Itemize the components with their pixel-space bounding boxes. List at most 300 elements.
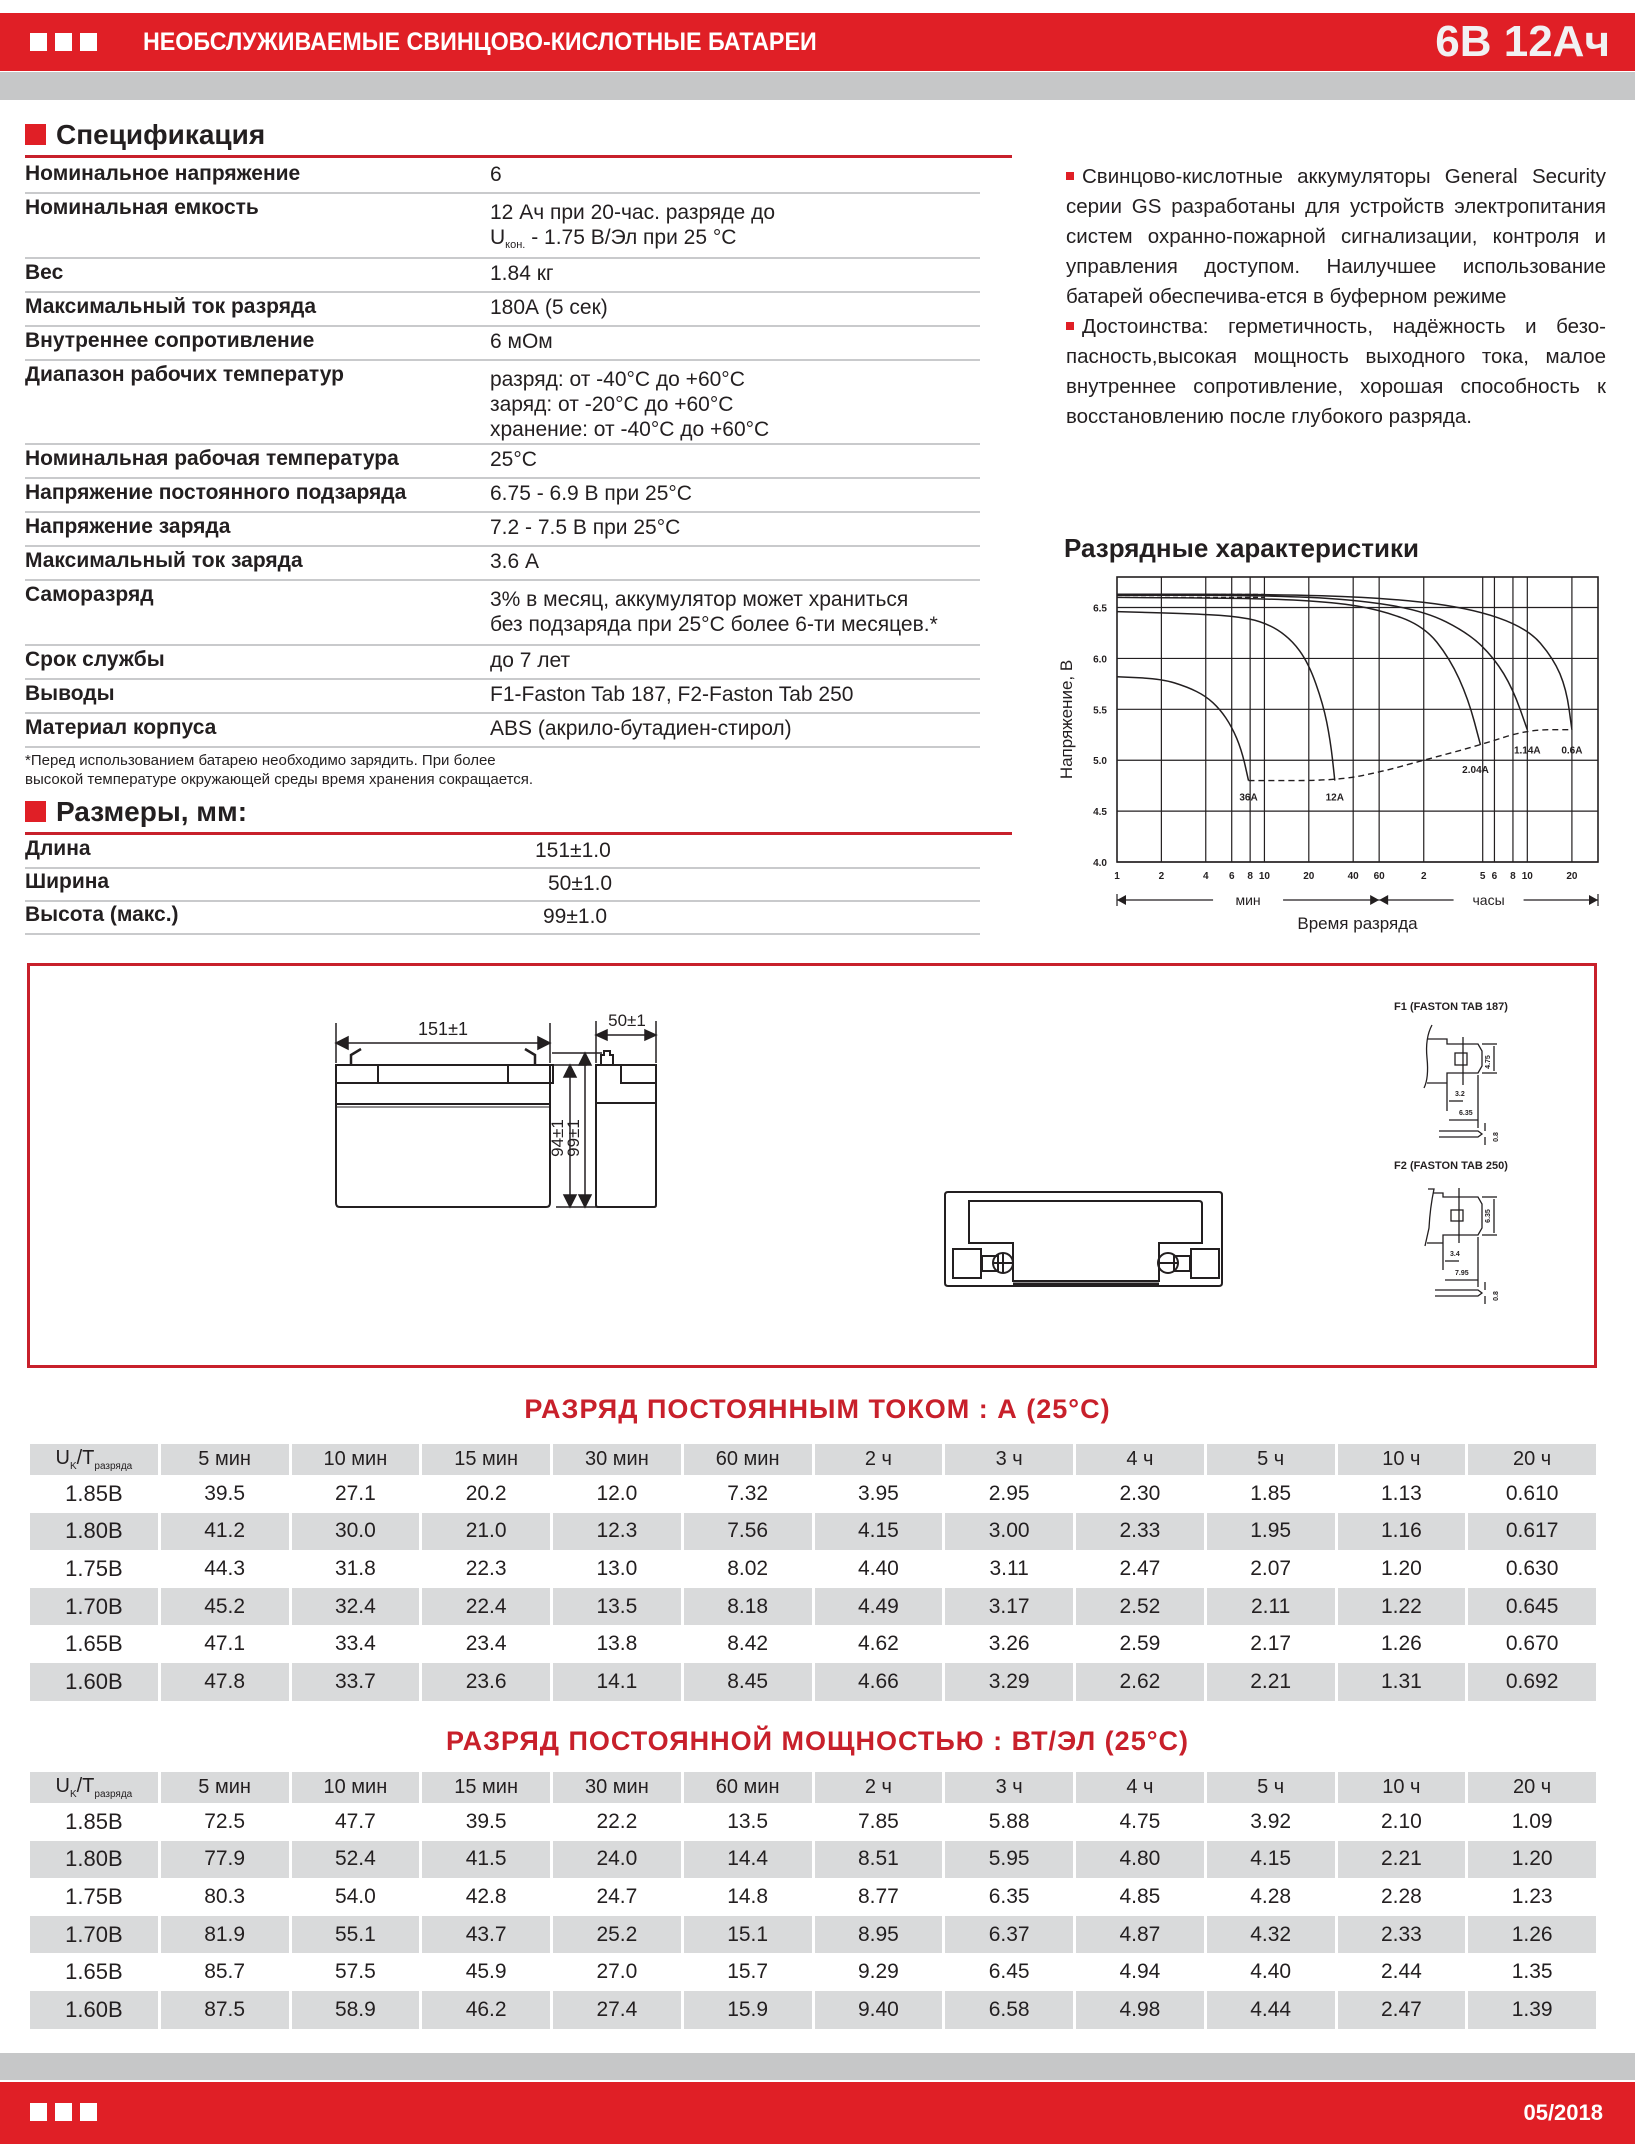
column-header: 15 мин xyxy=(422,1444,550,1475)
value-cell: 24.0 xyxy=(553,1841,681,1879)
value-cell: 4.66 xyxy=(815,1663,943,1701)
value-cell: 4.28 xyxy=(1250,1884,1292,1908)
f1-terminal-title: F1 (FASTON TAB 187) xyxy=(1394,1001,1508,1013)
spec-value xyxy=(490,200,775,258)
spec-value-line: $U_{кон.} - 1.75$ В/Эл при 25 °C xyxy=(490,226,737,251)
value-cell: 23.4 xyxy=(465,1632,507,1656)
footnote-line: *Перед использованием батарею необходимо зарядить. При более xyxy=(25,752,496,769)
value-cell: 3.17 xyxy=(945,1588,1073,1626)
value-cell: 27.4 xyxy=(553,1991,681,2029)
value-cell: 22.4 xyxy=(422,1588,550,1626)
value-cell: 43.7 xyxy=(422,1916,550,1954)
voltage-cell: 1.60В xyxy=(30,1663,158,1701)
description-paragraph: Свинцово-кислотные аккумуляторы General Security серии GS разработаны для устройств электропитания систем охранно-пожарной сигнализации, контроля и управления доступом. Наилучшее использование батарей обеспечива-ется в буферном режиме xyxy=(1066,165,1606,308)
value-cell: 27.0 xyxy=(596,1960,638,1984)
header-square-icon xyxy=(30,33,47,51)
value-cell: 4.40 xyxy=(857,1556,899,1580)
value-cell: 4.62 xyxy=(857,1632,899,1656)
value-cell: 4.15 xyxy=(815,1513,943,1551)
spec-value xyxy=(490,367,769,442)
x-tick-label: 20 xyxy=(1566,871,1578,882)
table-row xyxy=(30,1803,1596,1841)
spec-label: Напряжение заряда xyxy=(25,515,231,538)
x-tick-label: 20 xyxy=(1303,871,1315,882)
header-square-icon xyxy=(80,33,97,51)
spec-label: Напряжение постоянного подзаряда xyxy=(25,481,407,504)
value-cell: 22.2 xyxy=(596,1809,638,1833)
axis-section-label: мин xyxy=(1235,892,1261,908)
value-cell: 13.8 xyxy=(596,1632,638,1656)
spec-row xyxy=(25,646,980,680)
footer-square-icon xyxy=(55,2103,72,2121)
dimensions-heading xyxy=(25,796,247,828)
document-date: 05/2018 xyxy=(1523,2100,1603,2125)
side-view xyxy=(596,1051,656,1207)
f2-terminal-title: F2 (FASTON TAB 250) xyxy=(1394,1160,1508,1172)
spec-row xyxy=(25,479,980,513)
column-header: 3 ч xyxy=(945,1444,1073,1475)
spec-value xyxy=(490,481,692,506)
value-cell: 8.45 xyxy=(684,1663,812,1701)
value-cell: 80.3 xyxy=(204,1884,246,1908)
table-row xyxy=(30,1550,1596,1588)
power-table-title: РАЗРЯД ПОСТОЯННОЙ МОЩНОСТЬЮ : ВТ/ЭЛ (25°C) xyxy=(445,1726,1189,1756)
x-tick-label: 6 xyxy=(1491,871,1498,882)
spec-row xyxy=(25,259,980,293)
f2-dim-label: 0.8 xyxy=(1493,1291,1500,1301)
value-cell: 21.0 xyxy=(422,1513,550,1551)
voltage-cell: 1.70В xyxy=(30,1588,158,1626)
column-header: 4 ч xyxy=(1076,1444,1204,1475)
spec-value xyxy=(490,648,570,673)
arrow-right-icon xyxy=(1589,895,1598,905)
series-label: 0.6A xyxy=(1561,745,1583,757)
constant-current-table xyxy=(27,1444,1599,1701)
spec-value xyxy=(490,587,938,637)
dimension-label: Высота (макс.) xyxy=(25,903,179,926)
x-tick-label: 8 xyxy=(1247,871,1253,882)
footer-square-icon xyxy=(80,2103,97,2121)
spec-value xyxy=(490,295,608,320)
value-cell: 13.5 xyxy=(553,1588,681,1626)
value-cell: 45.2 xyxy=(161,1588,289,1626)
value-cell: 1.85 xyxy=(1250,1481,1292,1505)
value-cell: 81.9 xyxy=(161,1916,289,1954)
y-tick-label: 6.0 xyxy=(1093,654,1107,666)
f1-dim-label: 4.75 xyxy=(1485,1055,1492,1069)
value-cell: 4.15 xyxy=(1207,1841,1335,1879)
series-line-12A xyxy=(1117,612,1335,781)
dimension-value: 50±1.0 xyxy=(548,872,613,895)
spec-label: Внутреннее сопротивление xyxy=(25,329,315,352)
value-cell: 77.9 xyxy=(161,1841,289,1879)
value-cell: 9.29 xyxy=(857,1960,899,1984)
column-header: 2 ч xyxy=(815,1444,943,1475)
value-cell: 2.47 xyxy=(1338,1991,1466,2029)
table-row xyxy=(30,1878,1596,1916)
voltage-cell: 1.70В xyxy=(30,1916,158,1954)
discharge-chart xyxy=(1040,565,1635,950)
spec-row xyxy=(25,445,980,479)
table-row xyxy=(30,1663,1596,1701)
spec-table xyxy=(25,160,980,750)
column-header: 4 ч xyxy=(1076,1772,1204,1803)
total-height-label: 99±1 xyxy=(564,1119,583,1157)
spec-row xyxy=(25,293,980,327)
spec-value xyxy=(490,447,537,472)
f1-dim-label: 0.8 xyxy=(1493,1132,1500,1142)
column-header: 60 мин xyxy=(684,1444,812,1475)
axis-section-label: часы xyxy=(1472,892,1505,908)
value-cell: 8.18 xyxy=(684,1588,812,1626)
value-cell: 2.52 xyxy=(1076,1588,1204,1626)
dimensions-table xyxy=(25,836,980,941)
value-cell: 4.44 xyxy=(1207,1991,1335,2029)
value-cell: 52.4 xyxy=(292,1841,420,1879)
section-marker-icon xyxy=(25,801,46,822)
value-cell: 7.56 xyxy=(684,1513,812,1551)
value-cell: 41.2 xyxy=(161,1513,289,1551)
spec-label: Выводы xyxy=(25,682,115,705)
spec-value-line: 180А (5 сек) xyxy=(490,296,608,319)
spec-label: Вес xyxy=(25,261,64,284)
value-cell: 4.80 xyxy=(1076,1841,1204,1879)
value-cell: 44.3 xyxy=(204,1556,246,1580)
f2-terminal-diagram xyxy=(1425,1188,1497,1304)
voltage-cell: 1.85В xyxy=(65,1480,123,1506)
spec-row xyxy=(25,194,980,259)
spec-label: Срок службы xyxy=(25,648,165,671)
value-cell: 2.59 xyxy=(1119,1632,1161,1656)
spec-value xyxy=(490,515,680,540)
corner-header: $U_K/T_{разряда}$ xyxy=(30,1444,158,1475)
value-cell: 55.1 xyxy=(292,1916,420,1954)
x-tick-label: 60 xyxy=(1373,871,1385,882)
spec-label: Материал корпуса xyxy=(25,716,217,739)
value-cell: 5.88 xyxy=(988,1809,1030,1833)
value-cell: 2.17 xyxy=(1250,1632,1292,1656)
value-cell: 0.670 xyxy=(1505,1632,1559,1656)
value-cell: 85.7 xyxy=(204,1960,246,1984)
footer-bar xyxy=(0,2082,1635,2144)
value-cell: 2.62 xyxy=(1076,1663,1204,1701)
y-tick-label: 5.0 xyxy=(1093,756,1107,768)
column-header: 30 мин xyxy=(553,1444,681,1475)
value-cell: 0.692 xyxy=(1468,1663,1596,1701)
dimension-row xyxy=(25,836,980,869)
value-cell: 8.51 xyxy=(815,1841,943,1879)
x-tick-label: 2 xyxy=(1420,871,1427,882)
spec-value-line: 3% в месяц, аккумулятор может храниться xyxy=(490,588,909,611)
spec-row xyxy=(25,327,980,361)
bullet-icon xyxy=(1066,322,1074,330)
x-tick-label: 10 xyxy=(1521,871,1533,882)
series-line-2_04A xyxy=(1117,597,1481,745)
value-cell: 1.23 xyxy=(1511,1884,1553,1908)
length-label: 151±1 xyxy=(418,1019,468,1039)
value-cell: 13.0 xyxy=(596,1556,638,1580)
table-row xyxy=(30,1841,1596,1879)
spec-value xyxy=(490,261,554,286)
value-cell: 2.11 xyxy=(1207,1588,1335,1626)
table-row xyxy=(30,1953,1596,1991)
value-cell: 58.9 xyxy=(292,1991,420,2029)
top-view xyxy=(945,1192,1222,1286)
value-cell: 12.0 xyxy=(596,1481,638,1505)
dimensions-heading-rule xyxy=(25,832,1012,835)
spec-value-line: ABS (акрило-бутадиен-стирол) xyxy=(490,717,792,740)
width-label: 50±1 xyxy=(608,1011,646,1030)
table-row xyxy=(30,1513,1596,1551)
value-cell: 1.20 xyxy=(1468,1841,1596,1879)
corner-header: $U_K/T_{разряда}$ xyxy=(30,1772,158,1803)
spec-heading xyxy=(25,119,265,151)
value-cell: 1.22 xyxy=(1338,1588,1466,1626)
product-description xyxy=(1066,162,1606,432)
value-cell: 23.6 xyxy=(422,1663,550,1701)
value-cell: 41.5 xyxy=(422,1841,550,1879)
spec-value xyxy=(490,682,853,707)
footer-gray-band xyxy=(0,2053,1635,2080)
value-cell: 20.2 xyxy=(465,1481,507,1505)
spec-label: Максимальный ток разряда xyxy=(25,295,316,318)
value-cell: 3.11 xyxy=(989,1556,1029,1580)
spec-row xyxy=(25,581,980,646)
value-cell: 12.3 xyxy=(553,1513,681,1551)
value-cell: 4.87 xyxy=(1076,1916,1204,1954)
front-label-recess xyxy=(336,1065,553,1083)
header-square-icon xyxy=(55,33,72,51)
value-cell: 2.07 xyxy=(1250,1556,1292,1580)
value-cell: 2.47 xyxy=(1119,1556,1161,1580)
value-cell: 8.42 xyxy=(727,1632,769,1656)
spec-value xyxy=(490,162,502,187)
column-header: 30 мин xyxy=(553,1772,681,1803)
document-title: НЕОБСЛУЖИВАЕМЫЕ СВИНЦОВО-КИСЛОТНЫЕ БАТАРЕИ xyxy=(143,28,817,56)
x-tick-label: 2 xyxy=(1158,871,1165,882)
value-cell: 3.00 xyxy=(945,1513,1073,1551)
model-label: 6В 12Ач xyxy=(1435,17,1610,66)
column-header: 3 ч xyxy=(945,1772,1073,1803)
value-cell: 8.77 xyxy=(857,1884,899,1908)
f1-dim-label: 6.35 xyxy=(1459,1110,1473,1117)
value-cell: 4.49 xyxy=(815,1588,943,1626)
spec-label: Максимальный ток заряда xyxy=(25,549,303,572)
dimensions-heading-text: Размеры, мм: xyxy=(56,796,248,827)
spec-label: Номинальная емкость xyxy=(25,196,259,219)
value-cell: 3.26 xyxy=(988,1632,1030,1656)
y-tick-label: 4.5 xyxy=(1093,807,1107,819)
dimension-row xyxy=(25,902,980,935)
voltage-cell: 1.75В xyxy=(65,1555,123,1581)
value-cell: 7.32 xyxy=(727,1481,769,1505)
value-cell: 0.645 xyxy=(1468,1588,1596,1626)
value-cell: 32.4 xyxy=(292,1588,420,1626)
spec-value-line: 6 xyxy=(490,163,502,186)
value-cell: 47.1 xyxy=(204,1632,246,1656)
value-cell: 31.8 xyxy=(334,1556,376,1580)
value-cell: 0.630 xyxy=(1505,1556,1559,1580)
value-cell: 15.7 xyxy=(727,1960,769,1984)
value-cell: 45.9 xyxy=(465,1960,507,1984)
value-cell: 87.5 xyxy=(161,1991,289,2029)
value-cell: 2.21 xyxy=(1338,1841,1466,1879)
spec-value-line: 6.75 - 6.9 В при 25°C xyxy=(490,482,692,505)
current-table-title: РАЗРЯД ПОСТОЯННЫМ ТОКОМ : А (25°C) xyxy=(524,1394,1111,1424)
x-tick-label: 1 xyxy=(1114,871,1120,882)
spec-label: Саморазряд xyxy=(25,583,154,606)
x-tick-label: 4 xyxy=(1202,871,1209,882)
voltage-cell: 1.80В xyxy=(30,1513,158,1551)
spec-row xyxy=(25,160,980,194)
value-cell: 42.8 xyxy=(465,1884,507,1908)
battery-dimension-drawing xyxy=(27,963,1597,1368)
series-line-36A xyxy=(1117,677,1249,781)
column-header: 5 мин xyxy=(161,1444,289,1475)
column-header: 5 ч xyxy=(1207,1772,1335,1803)
column-header: 15 мин xyxy=(422,1772,550,1803)
value-cell: 0.617 xyxy=(1468,1513,1596,1551)
value-cell: 1.31 xyxy=(1338,1663,1466,1701)
x-tick-label: 10 xyxy=(1258,871,1270,882)
spec-label: Номинальная рабочая температура xyxy=(25,447,399,470)
column-header: 10 мин xyxy=(292,1444,420,1475)
table-row xyxy=(30,1916,1596,1954)
value-cell: 1.35 xyxy=(1511,1960,1553,1984)
value-cell: 2.44 xyxy=(1380,1960,1422,1984)
dimension-value: 99±1.0 xyxy=(543,905,608,928)
x-axis-label: Время разряда xyxy=(1297,914,1418,933)
x-tick-label: 8 xyxy=(1510,871,1516,882)
value-cell: 3.95 xyxy=(857,1481,899,1505)
table-row xyxy=(30,1475,1596,1513)
column-header: 5 ч xyxy=(1207,1444,1335,1475)
table-row xyxy=(30,1625,1596,1663)
spec-value-line: без подзаряда при 25°C более 6-ти месяцев.* xyxy=(490,613,938,636)
value-cell: 2.33 xyxy=(1076,1513,1204,1551)
value-cell: 22.3 xyxy=(465,1556,507,1580)
spec-row xyxy=(25,714,980,748)
spec-value-line: хранение: от -40°C до +60°C xyxy=(490,418,770,441)
spec-heading-rule xyxy=(25,155,1012,158)
arrow-left-icon xyxy=(1117,895,1126,905)
front-view-outline xyxy=(336,1049,550,1207)
column-header: 60 мин xyxy=(684,1772,812,1803)
column-header: 10 ч xyxy=(1338,1772,1466,1803)
table-header-row xyxy=(30,1772,1596,1803)
y-tick-label: 6.5 xyxy=(1093,603,1107,615)
series-label: 1.14A xyxy=(1513,745,1541,757)
plot-frame xyxy=(1117,577,1598,862)
table-row xyxy=(30,1991,1596,2029)
series-label: 12A xyxy=(1325,792,1344,804)
value-cell: 54.0 xyxy=(334,1884,376,1908)
value-cell: 39.5 xyxy=(465,1809,507,1833)
voltage-cell: 1.85В xyxy=(65,1808,123,1834)
column-header: 2 ч xyxy=(815,1772,943,1803)
spec-value-line: до 7 лет xyxy=(490,649,571,672)
value-cell: 30.0 xyxy=(292,1513,420,1551)
spec-label: Диапазон рабочих температур xyxy=(25,363,344,386)
value-cell: 0.610 xyxy=(1505,1481,1559,1505)
front-view xyxy=(234,1065,553,1083)
value-cell: 6.37 xyxy=(945,1916,1073,1954)
value-cell: 2.10 xyxy=(1380,1809,1422,1833)
spec-label: Номинальное напряжение xyxy=(25,162,301,185)
y-axis-label: Напряжение, В xyxy=(1057,659,1076,780)
value-cell: 1.26 xyxy=(1468,1916,1596,1954)
voltage-cell: 1.65В xyxy=(65,1631,123,1657)
value-cell: 14.4 xyxy=(684,1841,812,1879)
value-cell: 4.85 xyxy=(1119,1884,1161,1908)
column-header: 20 ч xyxy=(1468,1772,1596,1803)
constant-power-table xyxy=(27,1772,1599,2029)
voltage-cell: 1.60В xyxy=(30,1991,158,2029)
value-cell: 33.4 xyxy=(334,1632,376,1656)
spec-value xyxy=(490,329,553,354)
value-cell: 8.95 xyxy=(815,1916,943,1954)
value-cell: 4.98 xyxy=(1076,1991,1204,2029)
value-cell: 47.7 xyxy=(334,1809,376,1833)
value-cell: 7.85 xyxy=(857,1809,899,1833)
value-cell: 27.1 xyxy=(334,1481,376,1505)
x-tick-label: 5 xyxy=(1479,871,1486,882)
value-cell: 14.8 xyxy=(727,1884,769,1908)
dimension-label: Длина xyxy=(25,837,91,860)
f2-dim-label: 6.35 xyxy=(1485,1209,1492,1223)
value-cell: 25.2 xyxy=(553,1916,681,1954)
dimension-label: Ширина xyxy=(25,870,110,893)
voltage-cell: 1.65В xyxy=(65,1959,123,1985)
series-label: 2.04A xyxy=(1462,764,1489,776)
x-tick-label: 6 xyxy=(1228,871,1235,882)
column-header: 20 ч xyxy=(1468,1444,1596,1475)
value-cell: 1.13 xyxy=(1380,1481,1422,1505)
voltage-cell: 1.75В xyxy=(65,1883,123,1909)
value-cell: 2.21 xyxy=(1207,1663,1335,1701)
height-label: 94±1 xyxy=(548,1119,567,1157)
value-cell: 4.75 xyxy=(1119,1809,1161,1833)
value-cell: 39.5 xyxy=(204,1481,246,1505)
series-label: 36A xyxy=(1239,792,1258,804)
value-cell: 24.7 xyxy=(596,1884,638,1908)
spec-row xyxy=(25,680,980,714)
f2-dim-label: 3.4 xyxy=(1450,1251,1460,1258)
value-cell: 9.40 xyxy=(815,1991,943,2029)
value-cell: 2.33 xyxy=(1338,1916,1466,1954)
value-cell: 47.8 xyxy=(161,1663,289,1701)
column-header: 10 мин xyxy=(292,1772,420,1803)
value-cell: 57.5 xyxy=(334,1960,376,1984)
column-header: 10 ч xyxy=(1338,1444,1466,1475)
spec-value-line: 3.6 А xyxy=(490,550,540,573)
f1-dim-label: 3.2 xyxy=(1455,1091,1465,1098)
spec-footnote xyxy=(25,751,533,789)
spec-value-line: 12 Ач при 20-час. разряде до xyxy=(490,201,775,224)
value-cell: 72.5 xyxy=(204,1809,246,1833)
table-row xyxy=(30,1588,1596,1626)
value-cell: 6.35 xyxy=(988,1884,1030,1908)
header-gray-band xyxy=(0,72,1635,100)
x-tick-label: 40 xyxy=(1347,871,1359,882)
value-cell: 4.94 xyxy=(1119,1960,1161,1984)
value-cell: 2.30 xyxy=(1119,1481,1161,1505)
y-tick-label: 5.5 xyxy=(1093,705,1107,717)
value-cell: 6.58 xyxy=(945,1991,1073,2029)
chart-title: Разрядные характеристики xyxy=(1064,533,1420,563)
f1-terminal-diagram xyxy=(1424,1025,1497,1145)
value-cell: 3.29 xyxy=(945,1663,1073,1701)
